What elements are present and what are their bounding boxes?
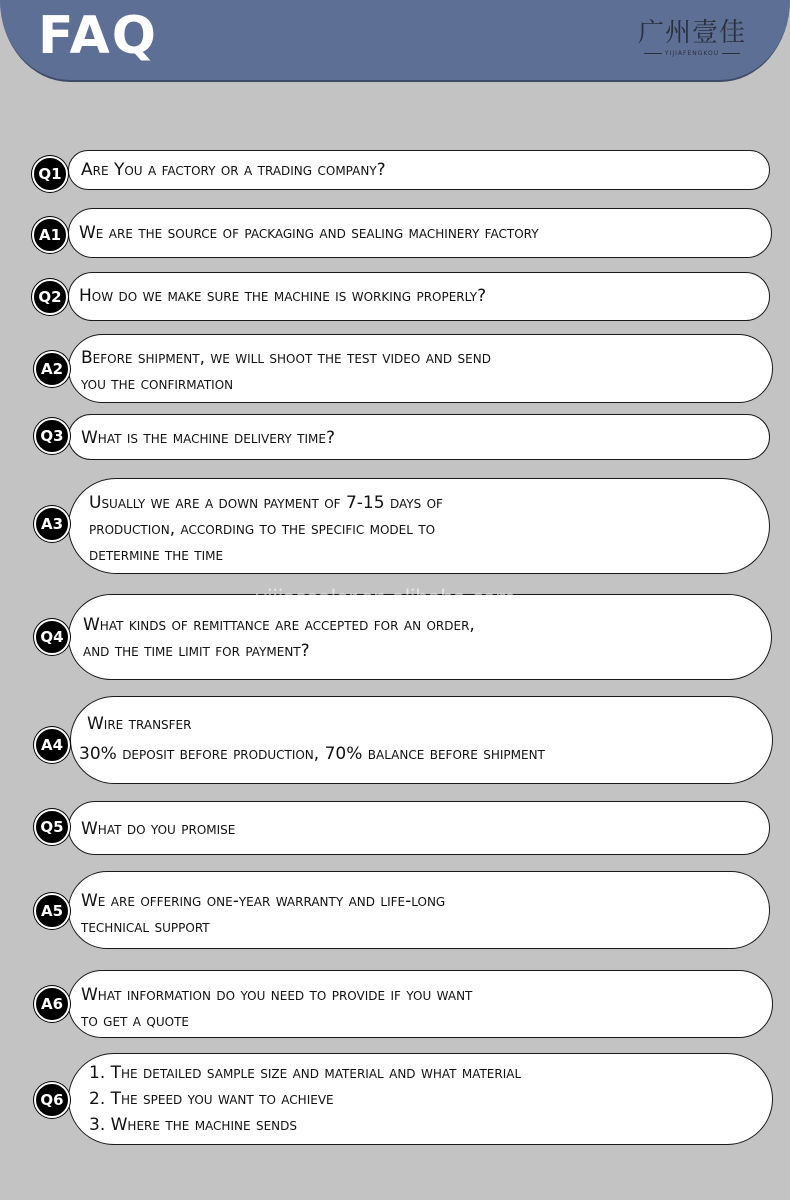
question-text-line: What kinds of remittance are accepted for an order, — [83, 615, 475, 635]
question-badge: Q5 — [34, 809, 70, 845]
question-badge: Q2 — [32, 279, 68, 315]
answer-text-line: What information do you need to provide if you want — [81, 985, 473, 1005]
answer-text-line: 30% deposit before production, 70% balance before shipment — [79, 744, 545, 764]
answer-text-line: Usually we are a down payment of 7-15 days of — [89, 493, 443, 513]
question-bubble — [68, 414, 770, 460]
brand-logo — [632, 18, 752, 57]
answer-text-line: We are the source of packaging and sealing machinery factory — [79, 223, 539, 243]
question-text-line: Are You a factory or a trading company? — [81, 160, 386, 180]
answer-bubble — [68, 208, 772, 258]
question-bubble — [68, 1053, 773, 1145]
answer-bubble — [68, 334, 773, 403]
answer-text-line: Wire transfer — [87, 714, 192, 734]
faq-header — [0, 0, 790, 82]
question-bubble — [68, 272, 770, 321]
question-text-line: What do you promise — [81, 819, 236, 839]
question-badge: Q1 — [32, 156, 68, 192]
watermark: yijiasealer.en.alibaba.com — [255, 586, 516, 610]
answer-text-line: to get a quote — [81, 1011, 189, 1031]
question-text-line: and the time limit for payment? — [83, 641, 310, 661]
question-text-line: 3. Where the machine sends — [89, 1115, 297, 1135]
answer-text-line: determine the time — [89, 545, 224, 565]
brand-name-cn: 广州壹佳 — [637, 18, 746, 48]
question-badge: Q4 — [34, 619, 70, 655]
answer-bubble — [68, 970, 773, 1038]
answer-badge: A2 — [34, 351, 70, 387]
answer-text-line: you the confirmation — [81, 374, 234, 394]
answer-badge: A4 — [34, 727, 70, 763]
answer-text-line: technical support — [81, 917, 210, 937]
answer-badge: A1 — [32, 217, 68, 253]
answer-text-line: We are offering one-year warranty and life-long — [81, 891, 446, 911]
question-text-line: What is the machine delivery time? — [81, 428, 335, 448]
question-bubble — [68, 150, 770, 190]
question-badge: Q3 — [34, 418, 70, 454]
answer-text-line: production, according to the specific model to — [89, 519, 436, 539]
page-title: FAQ — [38, 6, 159, 66]
answer-bubble — [68, 478, 770, 574]
answer-badge: A5 — [34, 893, 70, 929]
answer-badge: A6 — [34, 986, 70, 1022]
answer-badge: A3 — [34, 506, 70, 542]
brand-name-en: YIJIAFENGKOU — [632, 50, 752, 57]
answer-text-line: Before shipment, we will shoot the test video and send — [81, 348, 491, 368]
question-bubble — [68, 801, 770, 855]
question-text-line: 1. The detailed sample size and material and what material — [89, 1063, 522, 1083]
question-text-line: 2. The speed you want to achieve — [89, 1089, 334, 1109]
answer-bubble — [68, 871, 770, 949]
question-text-line: How do we make sure the machine is working properly? — [79, 286, 487, 306]
question-badge: Q6 — [34, 1082, 70, 1118]
answer-bubble — [70, 696, 773, 784]
